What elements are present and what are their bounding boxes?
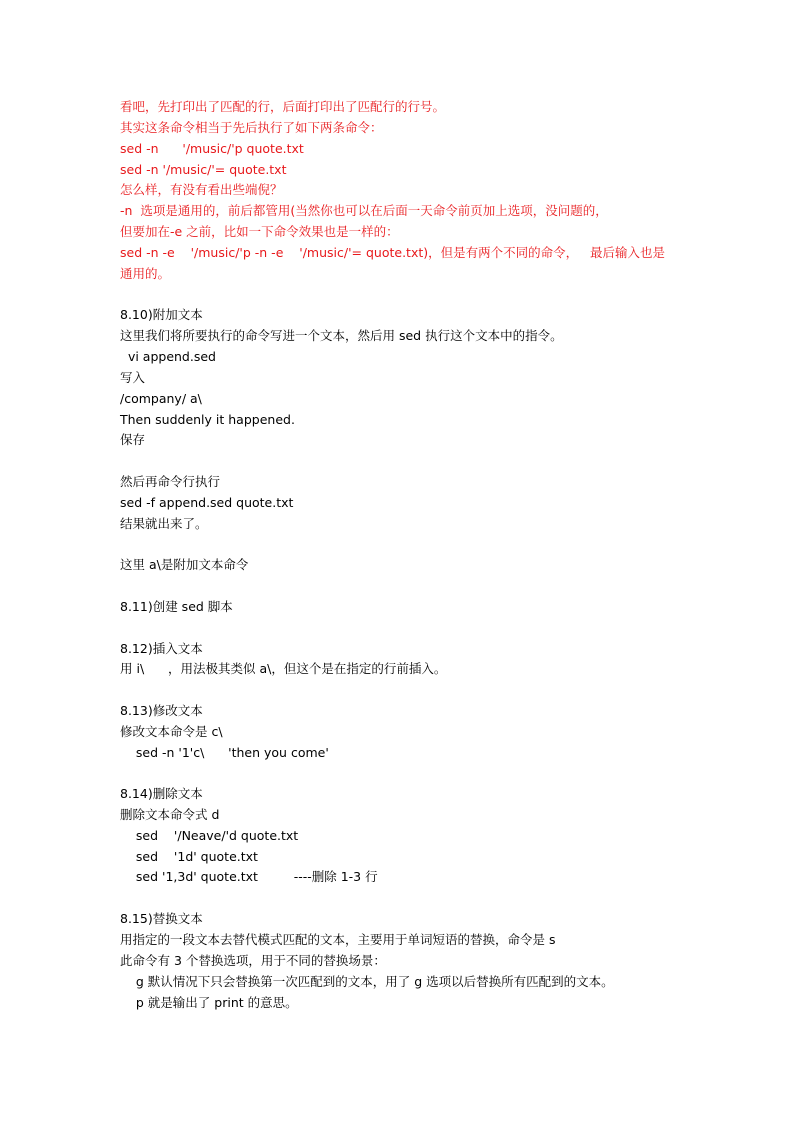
s810-code-line-5: Then suddenly it happened. xyxy=(120,412,295,427)
red-code-line-3: sed -n '/music/'p quote.txt xyxy=(120,141,304,156)
section-heading-8-13: 8.13)修改文本 xyxy=(120,703,203,718)
s815-line-1: 用指定的一段文本去替代模式匹配的文本，主要用于单词短语的替换，命令是 s xyxy=(120,932,556,947)
s815-line-2: 此命令有 3 个替换选项，用于不同的替换场景： xyxy=(120,953,386,968)
red-text-line-7: 但要加在-e 之前，比如一下命令效果也是一样的： xyxy=(120,224,399,239)
s810-code-line-4: /company/ a\ xyxy=(120,391,202,406)
s812-line-1: 用 i\ ，用法极其类似 a\，但这个是在指定的行前插入。 xyxy=(120,661,447,676)
s810-line-3: 写入 xyxy=(120,370,146,385)
red-code-line-4: sed -n '/music/'= quote.txt xyxy=(120,162,287,177)
red-text-line-6: -n 选项是通用的，前后都管用(当然你也可以在后面一天命令前页加上选项，没问题的， xyxy=(120,203,608,218)
s810-line-6: 保存 xyxy=(120,432,146,447)
s814-code-line-4: sed '1,3d' quote.txt ----删除 1-3 行 xyxy=(120,869,378,884)
s810-line-10: 这里 a\是附加文本命令 xyxy=(120,557,249,572)
section-heading-8-12: 8.12)插入文本 xyxy=(120,641,203,656)
s810-code-line-8: sed -f append.sed quote.txt xyxy=(120,495,294,510)
s815-line-3: g 默认情况下只会替换第一次匹配到的文本，用了 g 选项以后替换所有匹配到的文本。 xyxy=(120,974,614,989)
section-heading-8-11: 8.11)创建 sed 脚本 xyxy=(120,599,233,614)
red-text-line-1: 看吧，先打印出了匹配的行，后面打印出了匹配行的行号。 xyxy=(120,99,446,114)
red-code-line-8: sed -n -e '/music/'p -n -e '/music/'= quote.txt)，但是有两个不同的命令， 最后输入也是 xyxy=(120,245,666,260)
red-text-line-2: 其实这条命令相当于先后执行了如下两条命令： xyxy=(120,120,383,135)
s815-line-4: p 就是输出了 print 的意思。 xyxy=(120,995,298,1010)
red-text-line-5: 怎么样，有没有看出些端倪？ xyxy=(120,182,283,197)
section-heading-8-14: 8.14)删除文本 xyxy=(120,786,203,801)
section-heading-8-15: 8.15)替换文本 xyxy=(120,911,203,926)
s810-line-7: 然后再命令行执行 xyxy=(120,474,221,489)
red-text-line-9: 通用的。 xyxy=(120,266,171,281)
s813-line-1: 修改文本命令是 c\ xyxy=(120,724,223,739)
s810-line-9: 结果就出来了。 xyxy=(120,516,208,531)
s810-code-line-2: vi append.sed xyxy=(120,349,216,364)
section-heading-8-10: 8.10)附加文本 xyxy=(120,307,203,322)
s814-code-line-2: sed '/Neave/'d quote.txt xyxy=(120,828,299,843)
s814-line-1: 删除文本命令式 d xyxy=(120,807,220,822)
s810-line-1: 这里我们将所要执行的命令写进一个文本，然后用 sed 执行这个文本中的指令。 xyxy=(120,328,563,343)
s813-code-line-2: sed -n '1'c\ 'then you come' xyxy=(120,745,329,760)
s814-code-line-3: sed '1d' quote.txt xyxy=(120,849,258,864)
